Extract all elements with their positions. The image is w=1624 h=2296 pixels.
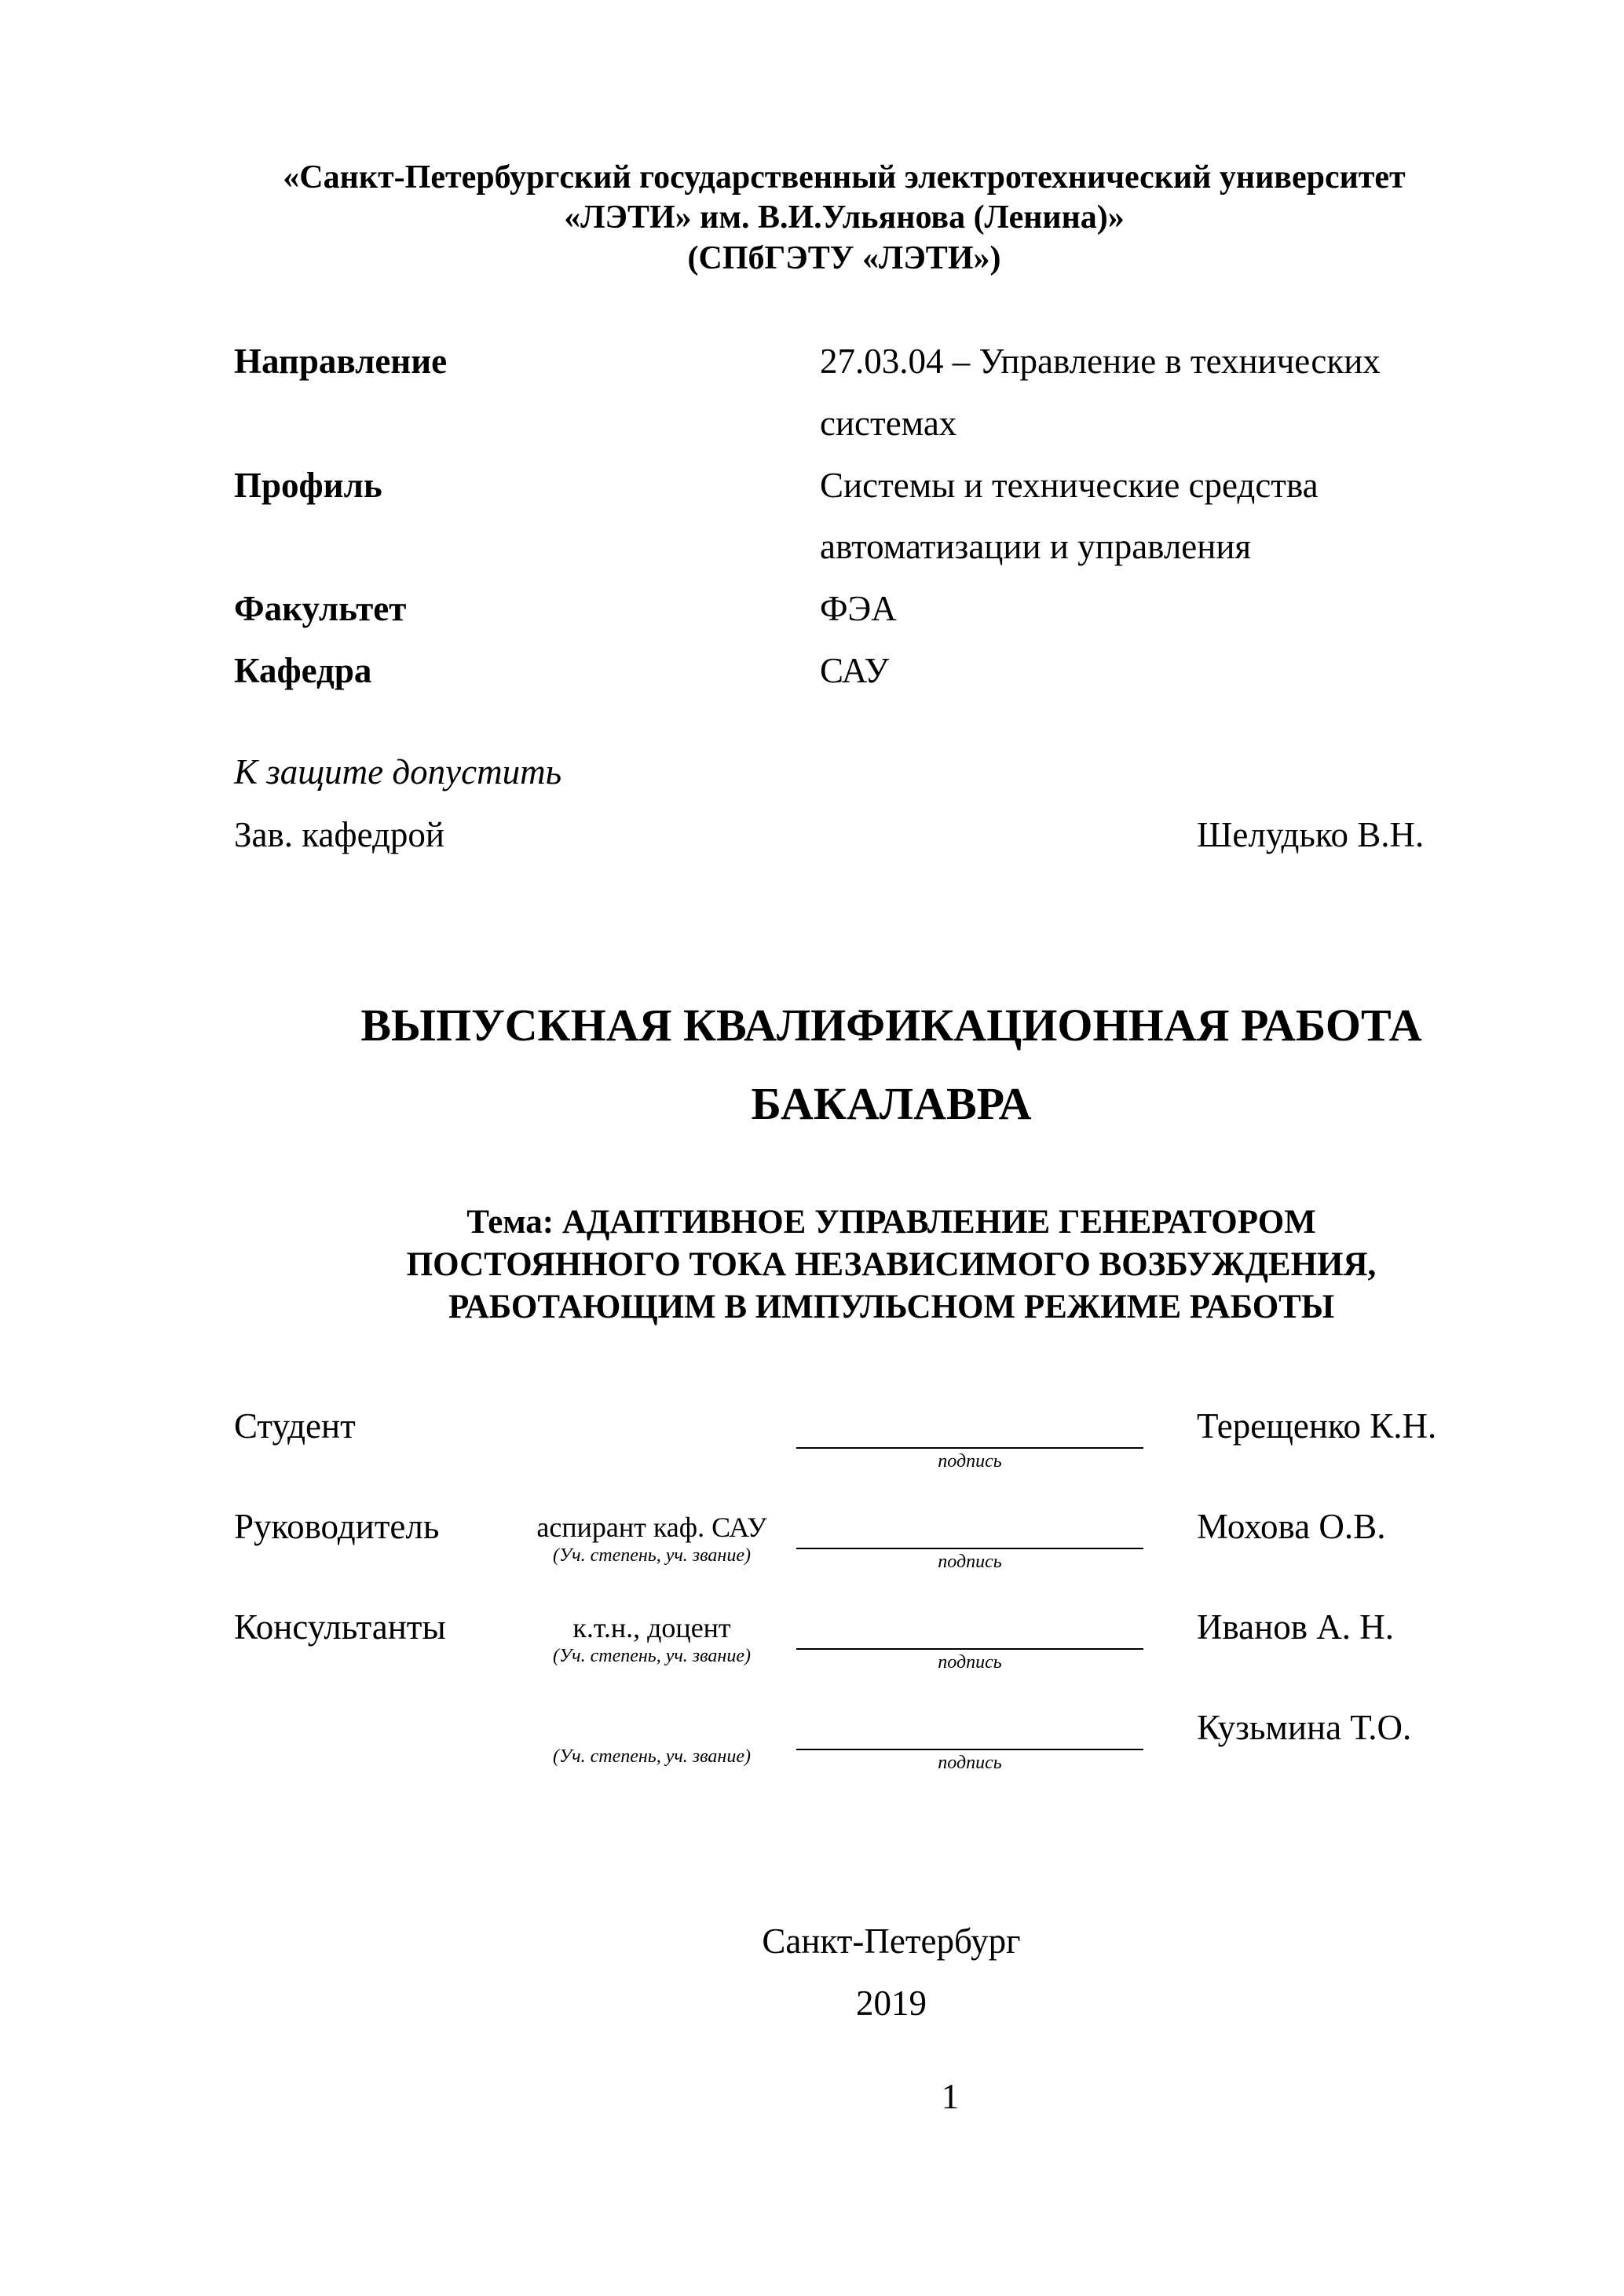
faculty-value: ФЭА [820, 589, 897, 628]
university-abbreviation: (СПбГЭТУ «ЛЭТИ») [687, 240, 1001, 276]
head-of-department-name: Шелудько В.Н. [1197, 815, 1425, 854]
student-signature-caption: подпись [938, 1451, 1002, 1472]
theme-line3: РАБОТАЮЩИМ В ИМПУЛЬСНОМ РЕЖИМЕ РАБОТЫ [448, 1289, 1335, 1325]
university-name-line2: «ЛЭТИ» им. В.И.Ульянова (Ленина)» [564, 199, 1125, 236]
direction-label: Направление [234, 342, 448, 381]
consultants-label: Консультанты [234, 1607, 446, 1647]
direction-value-line2: системах [820, 404, 957, 443]
consultant2-signature-line [796, 1749, 1143, 1750]
consultant1-signature-line [796, 1648, 1143, 1650]
student-signature-line [796, 1447, 1143, 1449]
admit-to-defense-text: К защите допустить [234, 752, 562, 792]
head-of-department-label: Зав. кафедрой [234, 815, 444, 854]
consultant2-signature-caption: подпись [938, 1753, 1002, 1773]
department-label: Кафедра [234, 651, 372, 690]
student-label: Студент [234, 1406, 356, 1446]
supervisor-signature-line [796, 1548, 1143, 1549]
consultant1-degree-caption: (Уч. степень, уч. звание) [553, 1646, 751, 1666]
theme-line2: ПОСТОЯННОГО ТОКА НЕЗАВИСИМОГО ВОЗБУЖДЕНИЯ, [406, 1246, 1377, 1283]
supervisor-degree: аспирант каф. САУ [536, 1512, 767, 1543]
consultant1-name: Иванов А. Н. [1197, 1607, 1394, 1647]
student-name: Терещенко К.Н. [1197, 1406, 1437, 1446]
direction-value-line1: 27.03.04 – Управление в технических [820, 342, 1381, 381]
department-value: САУ [820, 651, 890, 690]
university-name-line1: «Санкт-Петербургский государственный электротехнический университет [283, 159, 1406, 196]
consultant1-signature-caption: подпись [938, 1652, 1002, 1673]
document-title-line1: ВЫПУСКНАЯ КВАЛИФИКАЦИОННАЯ РАБОТА [360, 1000, 1422, 1051]
page-number: 1 [941, 2077, 960, 2116]
supervisor-label: Руководитель [234, 1507, 440, 1546]
consultant2-name: Кузьмина Т.О. [1197, 1708, 1412, 1747]
year: 2019 [856, 1983, 927, 2023]
supervisor-name: Мохова О.В. [1197, 1507, 1386, 1546]
supervisor-signature-caption: подпись [938, 1552, 1002, 1572]
profile-value-line2: автоматизации и управления [820, 527, 1252, 566]
consultant1-degree: к.т.н., доцент [572, 1612, 731, 1643]
profile-label: Профиль [234, 466, 382, 505]
document-title-line2: БАКАЛАВРА [751, 1078, 1032, 1129]
faculty-label: Факультет [234, 589, 407, 628]
theme-line1: Тема: АДАПТИВНОЕ УПРАВЛЕНИЕ ГЕНЕРАТОРОМ [466, 1204, 1316, 1241]
profile-value-line1: Системы и технические средства [820, 466, 1319, 505]
city: Санкт-Петербург [762, 1921, 1021, 1961]
consultant2-degree-caption: (Уч. степень, уч. звание) [553, 1746, 751, 1767]
supervisor-degree-caption: (Уч. степень, уч. звание) [553, 1545, 751, 1566]
